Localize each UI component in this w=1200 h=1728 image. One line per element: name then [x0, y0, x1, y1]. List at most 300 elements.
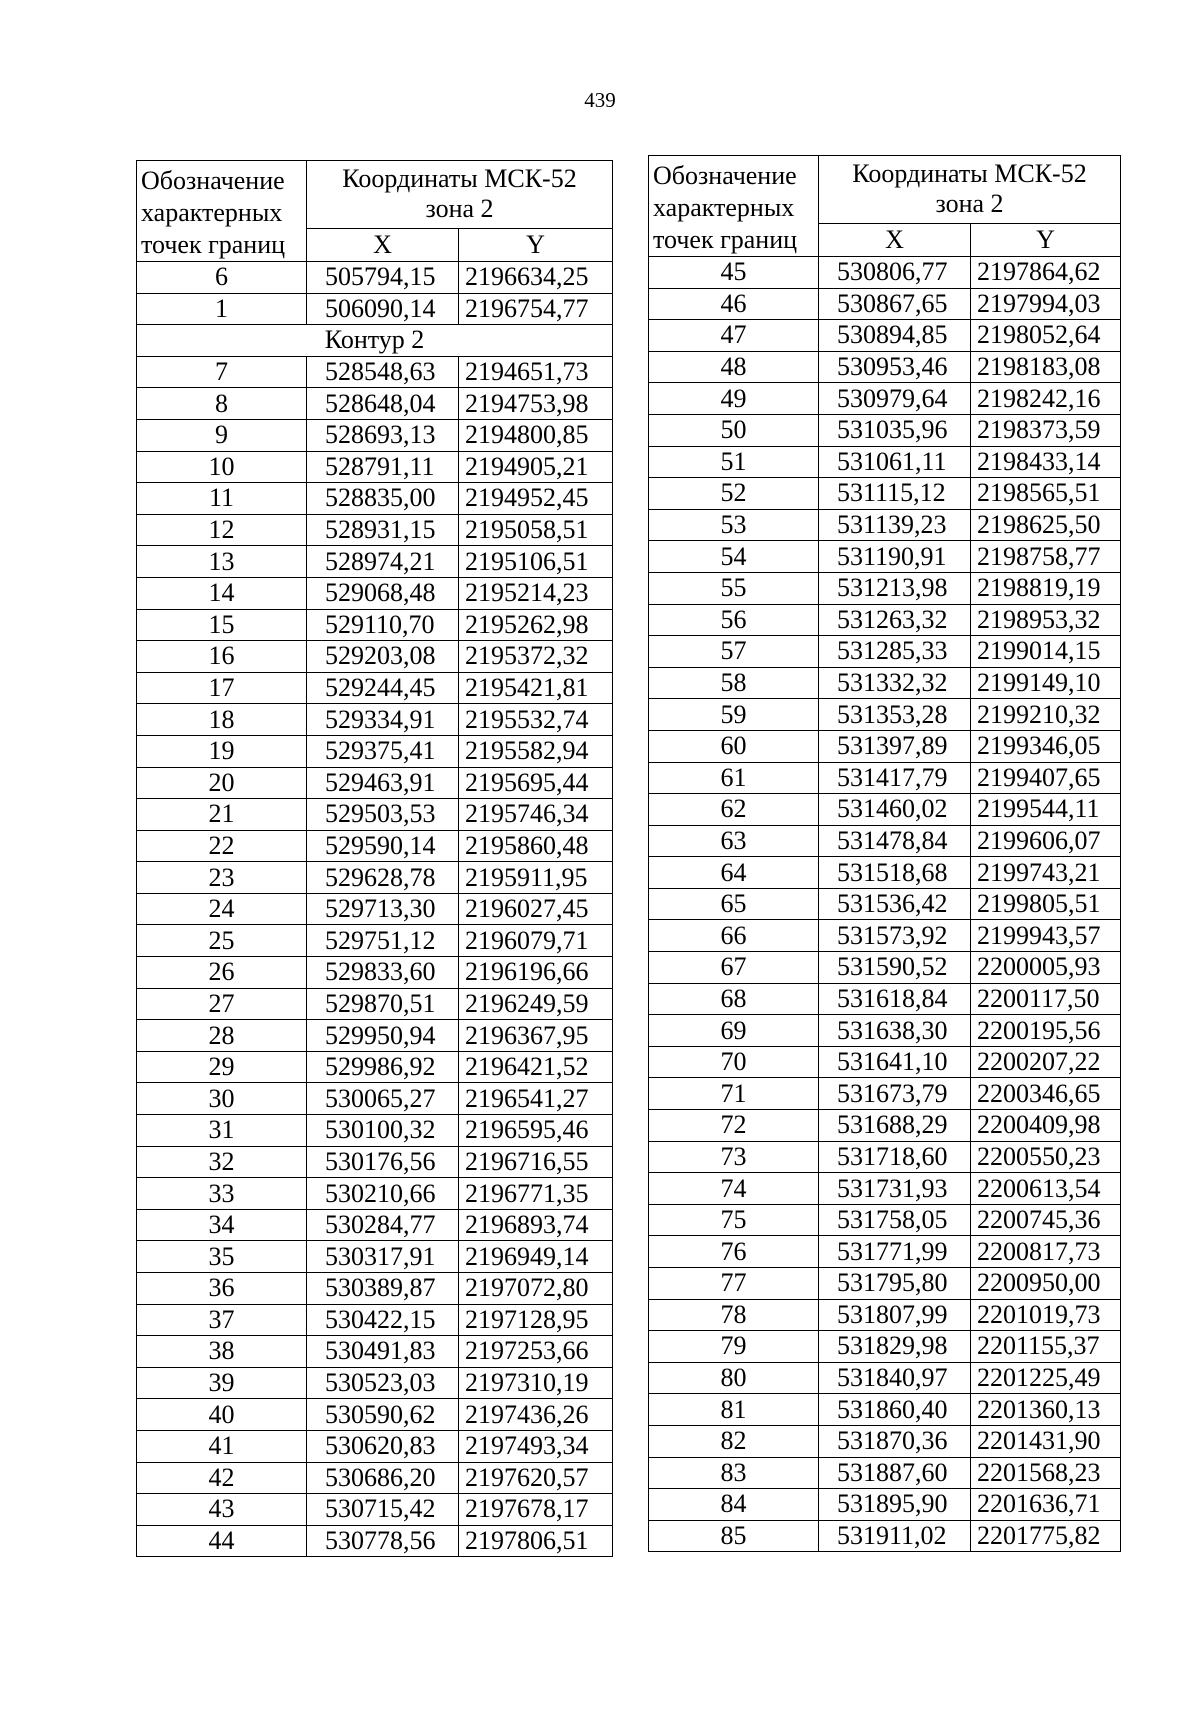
- point-number: 50: [649, 414, 819, 446]
- point-number: 39: [137, 1367, 307, 1399]
- y-value: 2199346,05: [971, 730, 1121, 762]
- point-number: 52: [649, 478, 819, 510]
- table-row: [649, 983, 1121, 1015]
- point-number: 30: [137, 1083, 307, 1115]
- point-number: 79: [649, 1331, 819, 1363]
- y-value: 2196196,66: [459, 957, 613, 989]
- coords-group-header: [307, 161, 613, 229]
- point-number: 13: [137, 546, 307, 578]
- table-row: [137, 388, 613, 420]
- table-row: [649, 888, 1121, 920]
- x-value: 531688,29: [819, 1110, 971, 1142]
- y-value: 2201568,23: [971, 1457, 1121, 1489]
- table-row: [649, 857, 1121, 889]
- table-row: [137, 1020, 613, 1052]
- table-row: [649, 1046, 1121, 1078]
- y-value: 2200950,00: [971, 1268, 1121, 1300]
- table-row: [649, 572, 1121, 604]
- x-value: 530979,64: [819, 383, 971, 415]
- table-row: [649, 825, 1121, 857]
- x-value: 531353,28: [819, 699, 971, 731]
- y-value: 2196541,27: [459, 1083, 613, 1115]
- table-row: [137, 1083, 613, 1115]
- x-value: 531115,12: [819, 478, 971, 510]
- y-value: 2197994,03: [971, 288, 1121, 320]
- y-value: 2195421,81: [459, 672, 613, 704]
- x-value: 531590,52: [819, 952, 971, 984]
- coordinates-table-right: [648, 155, 1121, 1552]
- point-number: 19: [137, 735, 307, 767]
- y-value: 2200346,65: [971, 1078, 1121, 1110]
- point-number: 38: [137, 1336, 307, 1368]
- y-value: 2196634,25: [459, 262, 613, 294]
- table-row: [649, 1078, 1121, 1110]
- table-row: [649, 1173, 1121, 1205]
- table-row: [137, 799, 613, 831]
- point-number: 10: [137, 451, 307, 483]
- y-value: 2197678,17: [459, 1494, 613, 1526]
- y-value: 2196367,95: [459, 1020, 613, 1052]
- x-value: 529590,14: [307, 830, 459, 862]
- y-value: 2199606,07: [971, 825, 1121, 857]
- x-value: 529870,51: [307, 988, 459, 1020]
- table-row: [137, 483, 613, 515]
- table-row: [137, 1051, 613, 1083]
- table-row: [137, 262, 613, 294]
- x-value: 530620,83: [307, 1430, 459, 1462]
- table-row: [137, 735, 613, 767]
- x-value: 529203,08: [307, 641, 459, 673]
- coords-title: Координаты МСК-52: [852, 159, 1087, 188]
- point-number: 56: [649, 604, 819, 636]
- table-row: [137, 862, 613, 894]
- point-number: 60: [649, 730, 819, 762]
- x-value: 530210,66: [307, 1178, 459, 1210]
- x-value: 531213,98: [819, 572, 971, 604]
- point-label-header: [649, 156, 819, 257]
- table-row: [649, 794, 1121, 826]
- x-value: 529833,60: [307, 957, 459, 989]
- point-number: 18: [137, 704, 307, 736]
- y-value: 2197864,62: [971, 257, 1121, 289]
- x-value: 531190,91: [819, 541, 971, 573]
- point-number: 9: [137, 419, 307, 451]
- point-number: 12: [137, 514, 307, 546]
- point-number: 29: [137, 1051, 307, 1083]
- y-value: 2195911,95: [459, 862, 613, 894]
- point-number: 44: [137, 1525, 307, 1557]
- table-row: [137, 546, 613, 578]
- x-value: 531139,23: [819, 509, 971, 541]
- table-row: [137, 577, 613, 609]
- table-row: [649, 320, 1121, 352]
- y-value: 2198373,59: [971, 414, 1121, 446]
- table-row: [649, 1236, 1121, 1268]
- x-value: 530686,20: [307, 1462, 459, 1494]
- contour-label: Контур 2: [137, 325, 613, 357]
- x-value: 531518,68: [819, 857, 971, 889]
- x-value: 531829,98: [819, 1331, 971, 1363]
- table-row: [137, 356, 613, 388]
- y-header: Y: [459, 229, 613, 262]
- y-value: 2195214,23: [459, 577, 613, 609]
- point-number: 6: [137, 262, 307, 294]
- y-value: 2201636,71: [971, 1489, 1121, 1521]
- table-row: [649, 1204, 1121, 1236]
- y-value: 2194651,73: [459, 356, 613, 388]
- table-row: [137, 1430, 613, 1462]
- point-number: 63: [649, 825, 819, 857]
- y-value: 2200195,56: [971, 1015, 1121, 1047]
- point-number: 14: [137, 577, 307, 609]
- point-number: 72: [649, 1110, 819, 1142]
- point-number: 65: [649, 888, 819, 920]
- x-value: 531573,92: [819, 920, 971, 952]
- y-value: 2195058,51: [459, 514, 613, 546]
- table-row: [137, 641, 613, 673]
- x-value: 530867,65: [819, 288, 971, 320]
- x-value: 530778,56: [307, 1525, 459, 1557]
- x-value: 531673,79: [819, 1078, 971, 1110]
- y-value: 2200745,36: [971, 1204, 1121, 1236]
- table-row: [649, 730, 1121, 762]
- x-value: 529950,94: [307, 1020, 459, 1052]
- y-value: 2201360,13: [971, 1394, 1121, 1426]
- x-value: 528548,63: [307, 356, 459, 388]
- y-value: 2196754,77: [459, 293, 613, 325]
- point-number: 80: [649, 1362, 819, 1394]
- y-value: 2195106,51: [459, 546, 613, 578]
- point-number: 24: [137, 893, 307, 925]
- x-value: 506090,14: [307, 293, 459, 325]
- x-value: 530806,77: [819, 257, 971, 289]
- y-value: 2195695,44: [459, 767, 613, 799]
- point-number: 7: [137, 356, 307, 388]
- table-row: [137, 451, 613, 483]
- point-number: 16: [137, 641, 307, 673]
- y-value: 2197620,57: [459, 1462, 613, 1494]
- x-value: 531840,97: [819, 1362, 971, 1394]
- table-row: [649, 920, 1121, 952]
- x-value: 529628,78: [307, 862, 459, 894]
- point-number: 83: [649, 1457, 819, 1489]
- y-value: 2200409,98: [971, 1110, 1121, 1142]
- table-row: [649, 1141, 1121, 1173]
- x-value: 530422,15: [307, 1304, 459, 1336]
- point-number: 76: [649, 1236, 819, 1268]
- x-value: 531641,10: [819, 1046, 971, 1078]
- x-value: 529334,91: [307, 704, 459, 736]
- y-value: 2199014,15: [971, 636, 1121, 668]
- x-value: 528791,11: [307, 451, 459, 483]
- x-value: 531536,42: [819, 888, 971, 920]
- y-value: 2196027,45: [459, 893, 613, 925]
- x-value: 530065,27: [307, 1083, 459, 1115]
- table-row: [137, 1146, 613, 1178]
- x-value: 531870,36: [819, 1425, 971, 1457]
- point-number: 1: [137, 293, 307, 325]
- y-value: 2197253,66: [459, 1336, 613, 1368]
- y-value: 2199407,65: [971, 762, 1121, 794]
- table-row: [137, 925, 613, 957]
- table-row: [137, 988, 613, 1020]
- point-number: 26: [137, 957, 307, 989]
- table-row: [649, 952, 1121, 984]
- x-value: 529068,48: [307, 577, 459, 609]
- table-row: [649, 478, 1121, 510]
- header-line: Обозначение: [653, 161, 797, 190]
- y-value: 2201431,90: [971, 1425, 1121, 1457]
- point-number: 46: [649, 288, 819, 320]
- x-value: 531731,93: [819, 1173, 971, 1205]
- y-value: 2200207,22: [971, 1046, 1121, 1078]
- table-row: [649, 1362, 1121, 1394]
- y-value: 2200117,50: [971, 983, 1121, 1015]
- point-number: 64: [649, 857, 819, 889]
- y-value: 2200550,23: [971, 1141, 1121, 1173]
- x-value: 529463,91: [307, 767, 459, 799]
- point-number: 22: [137, 830, 307, 862]
- header-line: Обозначение: [141, 166, 285, 195]
- x-value: 530523,03: [307, 1367, 459, 1399]
- page-number: 439: [584, 88, 616, 112]
- point-number: 49: [649, 383, 819, 415]
- y-value: 2199743,21: [971, 857, 1121, 889]
- table-row: [649, 1394, 1121, 1426]
- table-row: [649, 288, 1121, 320]
- x-value: 529503,53: [307, 799, 459, 831]
- table-row: [649, 541, 1121, 573]
- x-value: 531417,79: [819, 762, 971, 794]
- y-value: 2200005,93: [971, 952, 1121, 984]
- y-value: 2198183,08: [971, 351, 1121, 383]
- y-value: 2196771,35: [459, 1178, 613, 1210]
- x-value: 531285,33: [819, 636, 971, 668]
- table-row: [649, 351, 1121, 383]
- y-value: 2199544,11: [971, 794, 1121, 826]
- y-value: 2197436,26: [459, 1399, 613, 1431]
- y-value: 2198625,50: [971, 509, 1121, 541]
- table-row: [649, 1268, 1121, 1300]
- table-row: [649, 509, 1121, 541]
- contour-row: [137, 325, 613, 357]
- y-header: Y: [971, 224, 1121, 257]
- header-line: характерных: [141, 198, 283, 227]
- table-row: [137, 293, 613, 325]
- table-row: [649, 414, 1121, 446]
- y-value: 2198758,77: [971, 541, 1121, 573]
- point-number: 85: [649, 1520, 819, 1552]
- header-line: точек границ: [141, 230, 286, 259]
- y-value: 2195372,32: [459, 641, 613, 673]
- table-row: [137, 419, 613, 451]
- table-row: [649, 636, 1121, 668]
- x-value: 529375,41: [307, 735, 459, 767]
- table-row: [137, 1399, 613, 1431]
- point-number: 82: [649, 1425, 819, 1457]
- y-value: 2196421,52: [459, 1051, 613, 1083]
- y-value: 2197310,19: [459, 1367, 613, 1399]
- table-row: [649, 446, 1121, 478]
- y-value: 2199805,51: [971, 888, 1121, 920]
- point-number: 53: [649, 509, 819, 541]
- y-value: 2198565,51: [971, 478, 1121, 510]
- y-value: 2195746,34: [459, 799, 613, 831]
- table-row: [649, 1489, 1121, 1521]
- y-value: 2194753,98: [459, 388, 613, 420]
- x-value: 530317,91: [307, 1241, 459, 1273]
- x-value: 531061,11: [819, 446, 971, 478]
- point-number: 61: [649, 762, 819, 794]
- point-number: 45: [649, 257, 819, 289]
- point-number: 71: [649, 1078, 819, 1110]
- point-number: 69: [649, 1015, 819, 1047]
- y-value: 2198953,32: [971, 604, 1121, 636]
- y-value: 2201019,73: [971, 1299, 1121, 1331]
- point-number: 15: [137, 609, 307, 641]
- x-value: 530284,77: [307, 1209, 459, 1241]
- y-value: 2200613,54: [971, 1173, 1121, 1205]
- point-number: 23: [137, 862, 307, 894]
- table-row: [137, 672, 613, 704]
- point-number: 21: [137, 799, 307, 831]
- point-number: 33: [137, 1178, 307, 1210]
- y-value: 2199943,57: [971, 920, 1121, 952]
- point-number: 27: [137, 988, 307, 1020]
- y-value: 2198819,19: [971, 572, 1121, 604]
- x-value: 531638,30: [819, 1015, 971, 1047]
- table-row: [649, 1331, 1121, 1363]
- table-row: [137, 1115, 613, 1147]
- point-number: 59: [649, 699, 819, 731]
- table-row: [137, 1304, 613, 1336]
- point-number: 35: [137, 1241, 307, 1273]
- header-line: характерных: [653, 193, 795, 222]
- x-value: 529986,92: [307, 1051, 459, 1083]
- y-value: 2195860,48: [459, 830, 613, 862]
- point-number: 70: [649, 1046, 819, 1078]
- x-value: 531035,96: [819, 414, 971, 446]
- point-number: 75: [649, 1204, 819, 1236]
- y-value: 2198242,16: [971, 383, 1121, 415]
- table-row: [137, 1336, 613, 1368]
- table-row: [137, 1494, 613, 1526]
- y-value: 2196079,71: [459, 925, 613, 957]
- table-row: [137, 1241, 613, 1273]
- y-value: 2201775,82: [971, 1520, 1121, 1552]
- x-value: 531795,80: [819, 1268, 971, 1300]
- table-row: [137, 767, 613, 799]
- point-number: 8: [137, 388, 307, 420]
- x-value: 531860,40: [819, 1394, 971, 1426]
- x-value: 528974,21: [307, 546, 459, 578]
- point-number: 43: [137, 1494, 307, 1526]
- point-number: 28: [137, 1020, 307, 1052]
- x-value: 530894,85: [819, 320, 971, 352]
- y-value: 2196949,14: [459, 1241, 613, 1273]
- x-value: 531397,89: [819, 730, 971, 762]
- point-number: 34: [137, 1209, 307, 1241]
- x-value: 531895,90: [819, 1489, 971, 1521]
- x-value: 505794,15: [307, 262, 459, 294]
- x-value: 529713,30: [307, 893, 459, 925]
- table-row: [649, 1425, 1121, 1457]
- y-value: 2194952,45: [459, 483, 613, 515]
- point-number: 42: [137, 1462, 307, 1494]
- point-number: 25: [137, 925, 307, 957]
- table-row: [649, 257, 1121, 289]
- point-number: 78: [649, 1299, 819, 1331]
- point-number: 54: [649, 541, 819, 573]
- y-value: 2194800,85: [459, 419, 613, 451]
- table-row: [137, 830, 613, 862]
- y-value: 2197128,95: [459, 1304, 613, 1336]
- table-row: [137, 609, 613, 641]
- table-row: [649, 1110, 1121, 1142]
- y-value: 2196716,55: [459, 1146, 613, 1178]
- table-row: [649, 383, 1121, 415]
- y-value: 2198433,14: [971, 446, 1121, 478]
- coords-zone: зона 2: [425, 194, 494, 223]
- point-label-header: [137, 161, 307, 262]
- point-number: 20: [137, 767, 307, 799]
- y-value: 2197493,34: [459, 1430, 613, 1462]
- y-value: 2199210,32: [971, 699, 1121, 731]
- x-value: 528693,13: [307, 419, 459, 451]
- x-value: 531807,99: [819, 1299, 971, 1331]
- table-row: [137, 514, 613, 546]
- x-value: 529751,12: [307, 925, 459, 957]
- point-number: 77: [649, 1268, 819, 1300]
- y-value: 2199149,10: [971, 667, 1121, 699]
- x-value: 528835,00: [307, 483, 459, 515]
- point-number: 67: [649, 952, 819, 984]
- x-value: 531771,99: [819, 1236, 971, 1268]
- x-value: 531332,32: [819, 667, 971, 699]
- point-number: 57: [649, 636, 819, 668]
- table-row: [137, 1273, 613, 1305]
- x-value: 531911,02: [819, 1520, 971, 1552]
- y-value: 2200817,73: [971, 1236, 1121, 1268]
- point-number: 55: [649, 572, 819, 604]
- x-value: 529110,70: [307, 609, 459, 641]
- table-row: [137, 957, 613, 989]
- x-value: 531618,84: [819, 983, 971, 1015]
- point-number: 36: [137, 1273, 307, 1305]
- point-number: 41: [137, 1430, 307, 1462]
- point-number: 17: [137, 672, 307, 704]
- x-value: 530100,32: [307, 1115, 459, 1147]
- x-value: 530715,42: [307, 1494, 459, 1526]
- y-value: 2197072,80: [459, 1273, 613, 1305]
- x-value: 531263,32: [819, 604, 971, 636]
- point-number: 31: [137, 1115, 307, 1147]
- y-value: 2196249,59: [459, 988, 613, 1020]
- table-row: [137, 704, 613, 736]
- x-value: 531718,60: [819, 1141, 971, 1173]
- table-row: [649, 1457, 1121, 1489]
- table-row: [137, 1525, 613, 1557]
- table-row: [649, 1299, 1121, 1331]
- point-number: 81: [649, 1394, 819, 1426]
- table-row: [137, 1462, 613, 1494]
- y-value: 2197806,51: [459, 1525, 613, 1557]
- table-row: [649, 699, 1121, 731]
- table-row: [649, 762, 1121, 794]
- x-value: 530491,83: [307, 1336, 459, 1368]
- table-row: [137, 1178, 613, 1210]
- point-number: 66: [649, 920, 819, 952]
